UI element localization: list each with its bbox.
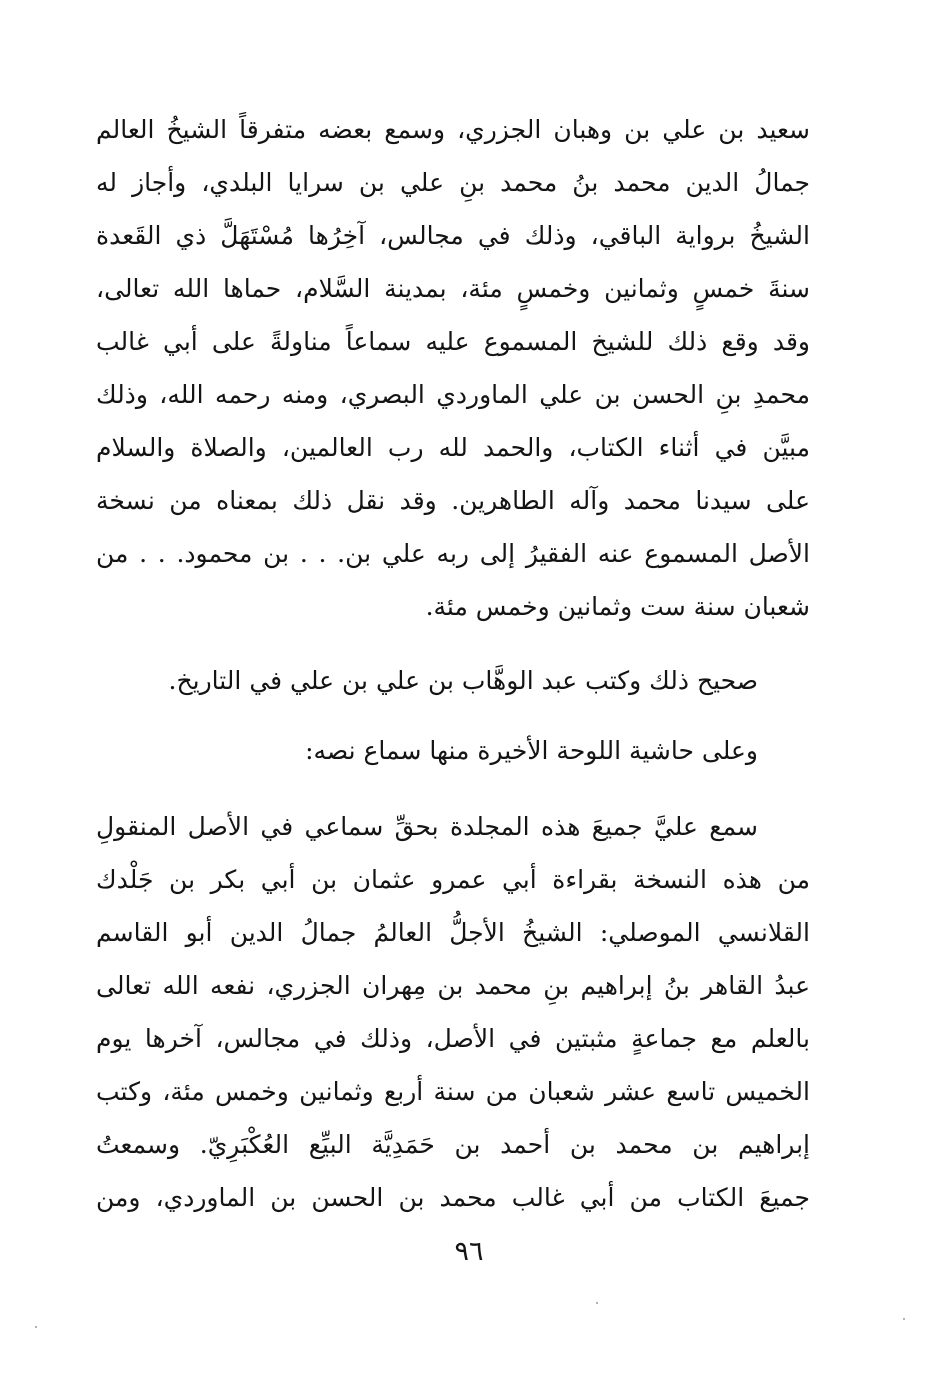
paragraph-margin-note-intro	[96, 724, 810, 777]
text-line: صحيح ذلك وكتب عبد الوهَّاب بن علي بن علي في التاريخ.	[168, 666, 758, 695]
text-line: وعلى حاشية اللوحة الأخيرة منها سماع نصه:	[305, 736, 758, 765]
paragraph-second-samaa	[96, 800, 810, 1224]
page-number: ٩٦	[454, 1236, 484, 1267]
text-line: سنةَ خمسٍ وثمانين وخمسٍ مئة، بمدينة السَّلام، حماها الله تعالى،	[96, 274, 810, 303]
paragraph-samaa-record	[96, 103, 810, 633]
text-line: وقد وقع ذلك للشيخ المسموع عليه سماعاً مناولةً على أبي غالب	[96, 327, 810, 356]
text-line: محمدِ بنِ الحسن بن علي الماوردي البصري، ومنه رحمه الله، وذلك	[96, 380, 810, 409]
text-line: بالعلم مع جماعةٍ مثبتين في الأصل، وذلك في مجالس، آخرها يوم	[96, 1024, 810, 1053]
text-line: القلانسي الموصلي: الشيخُ الأجلُّ العالمُ جمالُ الدين أبو القاسم	[96, 918, 810, 947]
text-line: الشيخُ برواية الباقي، وذلك في مجالس، آخِرُها مُسْتَهَلَّ ذي القَعدة	[96, 221, 810, 250]
text-line: الأصل المسموع عنه الفقيرُ إلى ربه علي بن. . . بن محمود. . . من	[96, 539, 810, 568]
text-line: سعيد بن علي بن وهبان الجزري، وسمع بعضه متفرقاً الشيخُ العالم	[96, 115, 810, 144]
scan-speck	[903, 1318, 905, 1320]
text-line: مبيَّن في أثناء الكتاب، والحمد لله رب العالمين، والصلاة والسلام	[96, 433, 810, 462]
text-line: إبراهيم بن محمد بن أحمد بن حَمَدِيَّة البيِّع العُكْبَرِيّ. وسمعتُ	[96, 1130, 810, 1159]
text-line: على سيدنا محمد وآله الطاهرين. وقد نقل ذلك بمعناه من نسخة	[96, 486, 810, 515]
scan-speck	[35, 1326, 37, 1328]
text-line: سمع عليَّ جميعَ هذه المجلدة بحقِّ سماعي في الأصل المنقولِ	[96, 812, 758, 841]
text-line: عبدُ القاهر بنُ إبراهيم بنِ محمد بن مِهران الجزري، نفعه الله تعالى	[96, 971, 810, 1000]
text-line: جميعَ الكتاب من أبي غالب محمد بن الحسن بن الماوردي، ومن	[96, 1183, 810, 1212]
text-line: الخميس تاسع عشر شعبان من سنة أربع وثمانين وخمس مئة، وكتب	[96, 1077, 810, 1106]
text-line: من هذه النسخة بقراءة أبي عمرو عثمان بن أبي بكر بن جَلْدك	[96, 865, 810, 894]
text-line: جمالُ الدين محمد بنُ محمد بنِ علي بن سرايا البلدي، وأجاز له	[96, 168, 810, 197]
text-line: شعبان سنة ست وثمانين وخمس مئة.	[425, 592, 810, 621]
scan-speck	[596, 1302, 598, 1304]
paragraph-attestation	[96, 654, 810, 707]
